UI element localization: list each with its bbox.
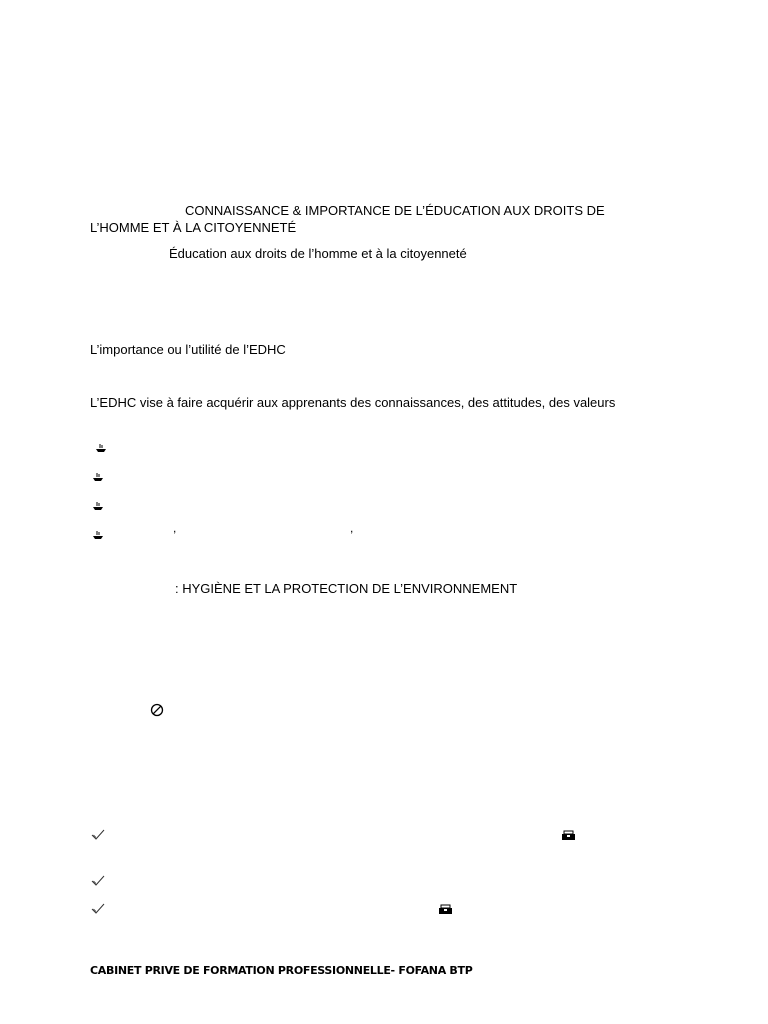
boat-bullet-icon: [92, 501, 104, 511]
edhc-aim-paragraph: L’EDHC vise à faire acquérir aux apprenants des connaissances, des attitudes, des valeurs: [90, 395, 616, 410]
document-title-line-2: L’HOMME ET À LA CITOYENNETÉ: [90, 220, 297, 235]
checkmark-icon: [91, 829, 105, 840]
hygiene-section-heading: : HYGIÈNE ET LA PROTECTION DE L’ENVIRONNEMENT: [175, 581, 518, 596]
toolbox-icon: [561, 830, 576, 841]
importance-paragraph: L’importance ou l’utilité de l’EDHC: [90, 342, 286, 357]
document-subtitle: Éducation aux droits de l’homme et à la citoyenneté: [169, 246, 467, 261]
boat-bullet-icon: [92, 530, 104, 540]
checkmark-icon: [91, 903, 105, 914]
toolbox-icon: [438, 904, 453, 915]
document-title-line-1: CONNAISSANCE & IMPORTANCE DE L’ÉDUCATION AUX DROITS DE: [185, 203, 605, 218]
comma-mark: ,: [173, 521, 177, 535]
comma-mark: ,: [350, 521, 354, 535]
boat-bullet-icon: [92, 472, 104, 482]
boat-bullet-icon: [95, 443, 107, 453]
checkmark-icon: [91, 875, 105, 886]
prohibited-icon: [150, 703, 164, 717]
footer-company-name: CABINET PRIVE DE FORMATION PROFESSIONNELLE- FOFANA BTP: [90, 964, 473, 977]
